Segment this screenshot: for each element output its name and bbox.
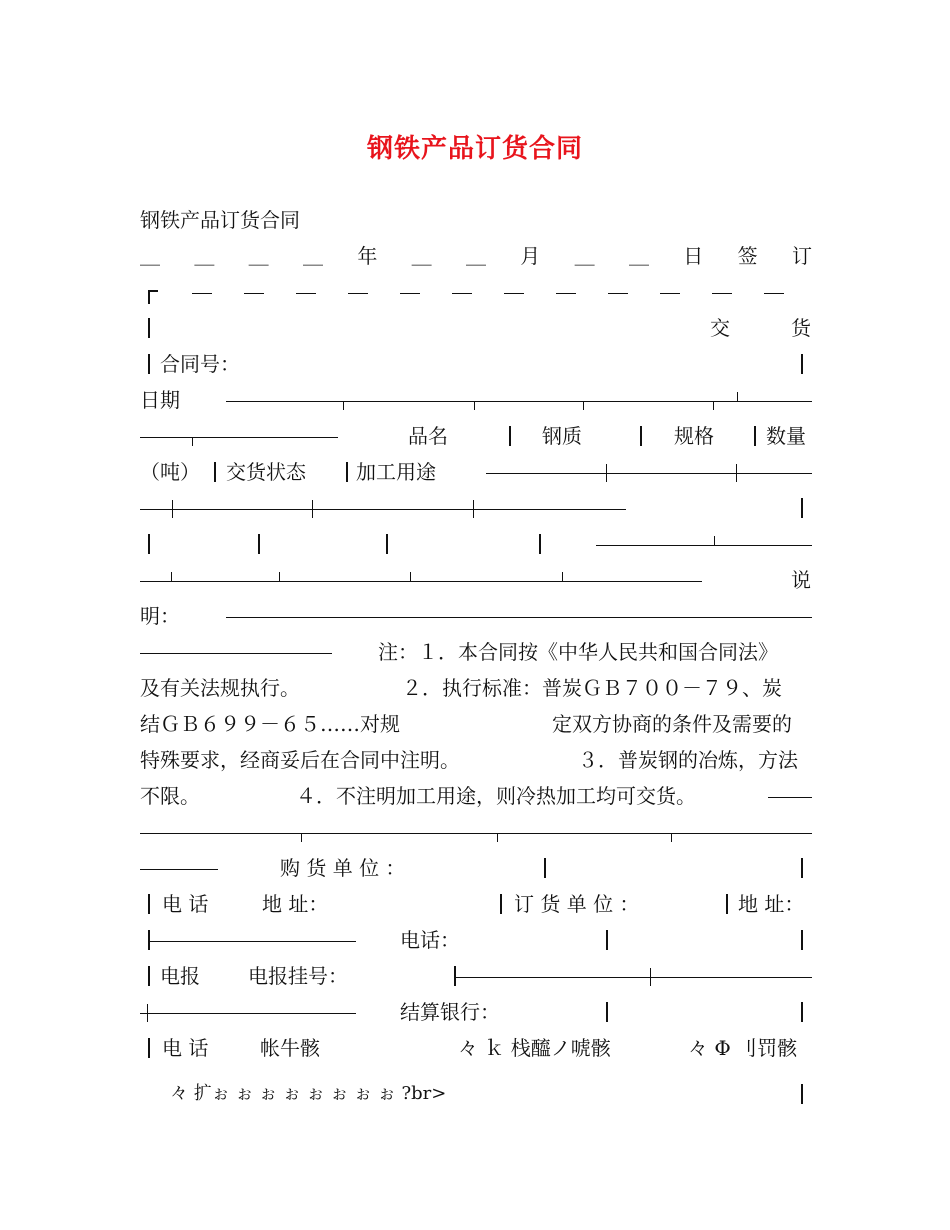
col-unit-header: （吨） xyxy=(140,460,200,484)
border-dash xyxy=(192,293,212,294)
document-title: 钢铁产品订货合同 xyxy=(366,134,583,164)
date-token: 年 xyxy=(357,244,378,268)
garbled-line-2 xyxy=(140,1076,812,1112)
orderer-tel-label: 电话： xyxy=(400,928,460,952)
border-dash xyxy=(712,293,732,294)
note-ming: 明： xyxy=(140,604,180,628)
date-token: 订 xyxy=(791,244,812,268)
date-token: 日 xyxy=(683,244,704,268)
note-2b: 结ＧＢ６９９－６５……对规 xyxy=(140,712,400,736)
column-divider xyxy=(539,534,541,554)
column-divider xyxy=(148,534,150,554)
delivery-char-1: 交 xyxy=(710,316,730,340)
cross xyxy=(312,500,313,518)
parties-rule-line xyxy=(140,814,812,850)
cross xyxy=(473,500,474,518)
column-divider xyxy=(500,894,502,914)
column-divider xyxy=(606,930,608,950)
table-border xyxy=(801,858,803,878)
note-4: ４．不注明加工用途，则冷热加工均可交货。 xyxy=(296,784,696,808)
garbled-text-2: 々 ｋ 栈醯ノ唬骸 xyxy=(458,1036,611,1060)
note-2d-line xyxy=(140,742,812,778)
table-border xyxy=(801,1002,803,1022)
date-signed-row xyxy=(140,238,812,274)
date-token: 签 xyxy=(737,244,758,268)
cross xyxy=(650,968,651,986)
table-border xyxy=(148,894,150,914)
date-label: 日期 xyxy=(140,388,180,412)
rule xyxy=(140,833,812,834)
column-divider xyxy=(214,462,216,482)
cross xyxy=(606,464,607,482)
tick xyxy=(279,572,280,581)
border-dash xyxy=(556,293,576,294)
col-state-header: 交货状态 xyxy=(226,460,306,484)
rule xyxy=(140,1013,356,1014)
table-empty-row xyxy=(140,526,812,562)
buyer-contact-line xyxy=(140,886,812,922)
tick xyxy=(737,392,738,401)
note-shuo: 说 xyxy=(791,568,811,592)
table-border xyxy=(801,354,803,374)
border-dash xyxy=(608,293,628,294)
rule xyxy=(148,941,356,942)
note-2d: 特殊要求，经商妥后在合同中注明。 xyxy=(140,748,460,772)
tick xyxy=(583,401,584,410)
date-token: ＿ xyxy=(574,244,595,268)
tel-label-3: 电 话 xyxy=(162,1036,209,1060)
subtitle-line xyxy=(140,202,812,238)
tick xyxy=(410,572,411,581)
tick xyxy=(714,536,715,545)
table-border xyxy=(801,498,803,518)
col-name-header: 品名 xyxy=(408,424,448,448)
buyer-label: 购 货 单 位 ： xyxy=(280,856,406,880)
tick xyxy=(171,572,172,581)
delivery-line xyxy=(140,310,812,346)
table-corner xyxy=(148,290,158,304)
col-spec-header: 规格 xyxy=(674,424,714,448)
col-qty-header: 数量 xyxy=(766,424,806,448)
date-line xyxy=(140,238,812,274)
tick xyxy=(474,401,475,410)
rule xyxy=(140,509,626,510)
border-dash xyxy=(504,293,524,294)
orderer-label: 订 货 单 位 ： xyxy=(514,892,640,916)
contract-no-line xyxy=(140,346,812,382)
tick xyxy=(301,833,302,842)
column-divider xyxy=(640,426,642,446)
garbled-line-1 xyxy=(140,1030,812,1066)
note-shuo-line xyxy=(140,562,812,598)
rule xyxy=(140,653,332,654)
rule xyxy=(226,401,812,402)
date-token: ＿ xyxy=(194,244,215,268)
rule xyxy=(140,581,702,582)
table-border xyxy=(148,354,150,374)
bank-line xyxy=(140,994,812,1030)
border-dash xyxy=(400,293,420,294)
date-token: ＿ xyxy=(248,244,269,268)
column-divider xyxy=(454,966,456,986)
note-2a: ２．执行标准：普炭ＧＢ７００－７９、炭 xyxy=(402,676,782,700)
telegram-label: 电报 xyxy=(160,964,200,988)
cross xyxy=(736,464,737,482)
tick xyxy=(192,437,193,446)
column-divider xyxy=(606,1002,608,1022)
cross xyxy=(172,500,173,518)
tick xyxy=(562,572,563,581)
note-3b: 不限。 xyxy=(140,784,200,808)
date-token: ＿ xyxy=(628,244,649,268)
buyer-tel-label: 电 话 xyxy=(162,892,209,916)
column-divider xyxy=(509,426,511,446)
orderer-address-label: 地 址： xyxy=(738,892,805,916)
note-1b-line xyxy=(140,670,812,706)
table-border xyxy=(801,930,803,950)
tick xyxy=(671,833,672,842)
col-steel-header: 钢质 xyxy=(542,424,582,448)
rule xyxy=(486,473,812,474)
tick xyxy=(713,401,714,410)
rule xyxy=(140,437,338,438)
column-divider xyxy=(726,894,728,914)
garbled-text-4: 々 扩ぉ ぉ ぉ ぉ ぉ ぉ ぉ ぉ ?br> xyxy=(170,1083,447,1104)
tel-line xyxy=(140,922,812,958)
rule xyxy=(768,797,812,798)
date-token: 月 xyxy=(520,244,541,268)
table-border xyxy=(148,318,150,338)
note-2c: 定双方协商的条件及需要的 xyxy=(552,712,792,736)
date-token: ＿ xyxy=(302,244,323,268)
col-use-header: 加工用途 xyxy=(356,460,436,484)
note-3b-line xyxy=(140,778,812,814)
garbled-text-3: 々 Φ 刂罚骸 xyxy=(688,1036,798,1060)
date-label-line xyxy=(140,382,812,418)
column-divider xyxy=(754,426,756,446)
note-2b-line xyxy=(140,706,812,742)
column-divider xyxy=(544,858,546,878)
table-top-border xyxy=(140,274,812,310)
border-dash xyxy=(348,293,368,294)
rule xyxy=(140,869,218,870)
rule xyxy=(226,617,812,618)
bank-label: 结算银行： xyxy=(400,1000,500,1024)
date-token: ＿ xyxy=(140,244,160,268)
garbled-text-1: 帐牛骸 xyxy=(260,1036,320,1060)
column-divider xyxy=(386,534,388,554)
table-border xyxy=(148,1038,150,1058)
contract-no-label: 合同号： xyxy=(160,352,240,376)
delivery-char-2: 货 xyxy=(791,316,811,340)
table-header-line xyxy=(140,418,812,454)
column-divider xyxy=(346,462,348,482)
cross xyxy=(147,1004,148,1022)
border-dash xyxy=(296,293,316,294)
tick xyxy=(497,833,498,842)
date-token: ＿ xyxy=(465,244,486,268)
telegram-code-label: 电报挂号： xyxy=(248,964,348,988)
subtitle: 钢铁产品订货合同 xyxy=(140,208,300,232)
note-1a: 注：１．本合同按《中华人民共和国合同法》 xyxy=(378,640,778,664)
telegram-line xyxy=(140,958,812,994)
note-3a: ３．普炭钢的冶炼，方法 xyxy=(578,748,798,772)
border-dash xyxy=(660,293,680,294)
table-border xyxy=(148,930,150,950)
border-dash xyxy=(764,293,784,294)
tick xyxy=(343,401,344,410)
table-border xyxy=(148,966,150,986)
table-rule-line xyxy=(140,490,812,526)
border-dash xyxy=(452,293,472,294)
table-header-line-2 xyxy=(140,454,812,490)
rule xyxy=(596,545,812,546)
buyer-line xyxy=(140,850,812,886)
buyer-address-label: 地 址： xyxy=(262,892,329,916)
note-1b: 及有关法规执行。 xyxy=(140,676,300,700)
table-border xyxy=(801,1084,803,1104)
note-ming-line xyxy=(140,598,812,634)
date-token: ＿ xyxy=(411,244,432,268)
note-1-line xyxy=(140,634,812,670)
column-divider xyxy=(258,534,260,554)
border-dash xyxy=(244,293,264,294)
rule xyxy=(454,977,812,978)
